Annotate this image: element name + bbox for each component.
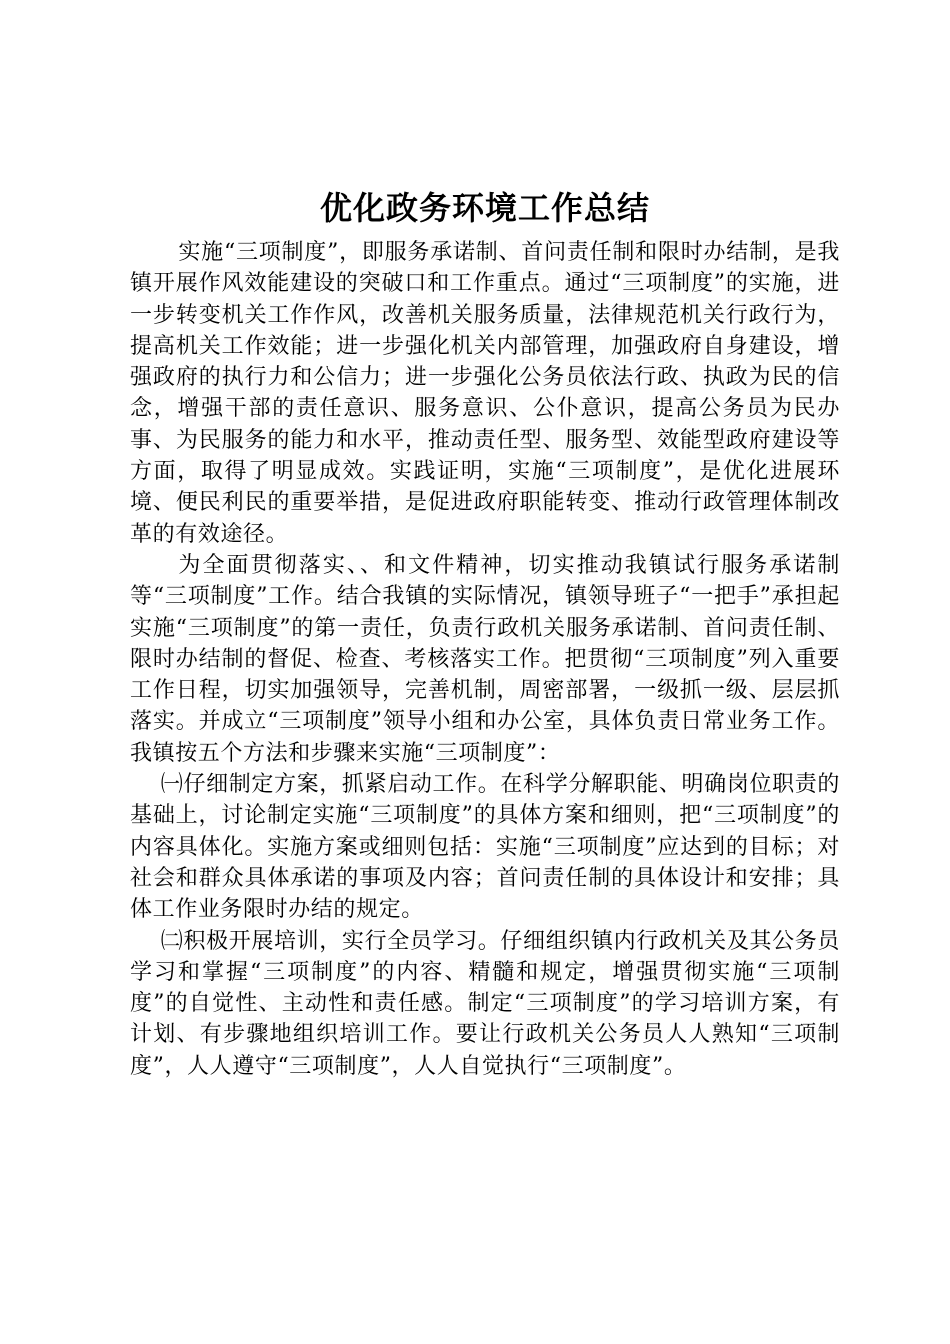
paragraph-step-two: ㈡积极开展培训，实行全员学习。仔细组织镇内行政机关及其公务员学习和掌握“三项制度”的内容、精髓和规定，增强贯彻实施“三项制度”的自觉性、主动性和责任感。制定“三项制度”的学习培训方案，有计划、有步骤地组织培训工作。要让行政机关公务员人人熟知“三项制度”，人人遵守“三项制度”，人人自觉执行“三项制度”。 <box>130 928 840 1079</box>
document-page <box>130 183 840 1082</box>
paragraph-implementation: 为全面贯彻落实、、和文件精神，切实推动我镇试行服务承诺制等“三项制度”工作。结合我镇的实际情况，镇领导班子“一把手”承担起实施“三项制度”的第一责任，负责行政机关服务承诺制、首问责任制、限时办结制的督促、检查、考核落实工作。把贯彻“三项制度”列入重要工作日程，切实加强领导，完善机制，周密部署，一级抓一级、层层抓落实。并成立“三项制度”领导小组和办公室，具体负责日常业务工作。我镇按五个方法和步骤来实施“三项制度”： <box>130 552 840 766</box>
page-title: 优化政务环境工作总结 <box>319 189 650 227</box>
paragraph-intro: 实施“三项制度”，即服务承诺制、首问责任制和限时办结制，是我镇开展作风效能建设的突破口和工作重点。通过“三项制度”的实施，进一步转变机关工作作风，改善机关服务质量，法律规范机关行政行为，提高机关工作效能；进一步强化机关内部管理，加强政府自身建设，增强政府的执行力和公信力；进一步强化公务员依法行政、执政为民的信念，增强干部的责任意识、服务意识、公仆意识，提高公务员为民办事、为民服务的能力和水平，推动责任型、服务型、效能型政府建设等方面，取得了明显成效。实践证明，实施“三项制度”，是优化进展环境、便民利民的重要举措，是促进政府职能转变、推动行政管理体制改革的有效途径。 <box>130 240 840 547</box>
paragraph-step-one: ㈠仔细制定方案，抓紧启动工作。在科学分解职能、明确岗位职责的基础上，讨论制定实施“三项制度”的具体方案和细则，把“三项制度”的内容具体化。实施方案或细则包括：实施“三项制度”应达到的目标；对社会和群众具体承诺的事项及内容；首问责任制的具体设计和安排；具体工作业务限时办结的规定。 <box>130 772 840 923</box>
